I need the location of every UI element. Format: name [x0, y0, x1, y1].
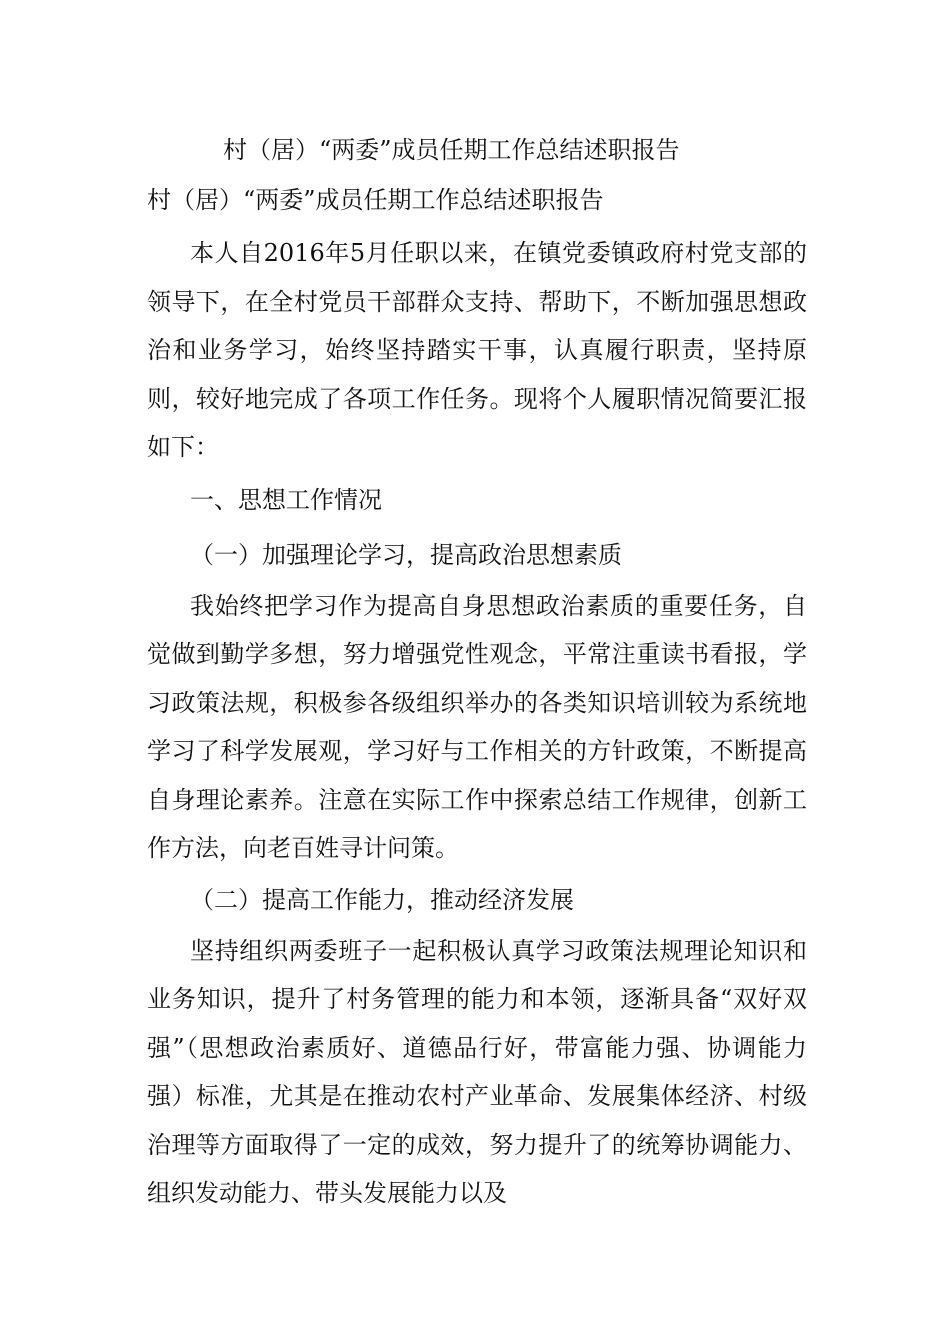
- subsection-heading-work-ability: （二）提高工作能力，推动经济发展: [190, 885, 574, 914]
- paragraph-theory-study: 我始终把学习作为提高自身思想政治素质的重要任务，自觉做到勤学多想，努力增强党性观念，平常注重读书看报，学习政策法规，积极参各级组织举办的各类知识培训较为系统地学习了科学发展观，学习好与工作相关的方针政策，不断提高自身理论素养。注意在实际工作中探索总结工作规律，创新工作方法，向老百姓寻计问策。: [147, 591, 807, 862]
- paragraph-intro: 本人自2016年5月任职以来，在镇党委镇政府村党支部的领导下，在全村党员干部群众支持、帮助下，不断加强思想政治和业务学习，始终坚持踏实干事，认真履行职责，坚持原则，较好地完成了各项工作任务。现将个人履职情况简要汇报如下：: [147, 239, 807, 461]
- document-subtitle: 村（居）“两委”成员任期工作总结述职报告: [147, 186, 604, 214]
- document-body: [147, 229, 807, 1218]
- document-title: 村（居）“两委”成员任期工作总结述职报告: [223, 136, 680, 164]
- paragraph-work-ability: 坚持组织两委班子一起积极认真学习政策法规理论知识和业务知识，提升了村务管理的能力和本领，逐渐具备“双好双强”（思想政治素质好、道德品行好，带富能力强、协调能力强）标准，尤其是在推动农村产业革命、发展集体经济、村级治理等方面取得了一定的成效，努力提升了的统筹协调能力、组织发动能力、带头发展能力以及: [147, 936, 807, 1207]
- subsection-heading-theory-study: （一）加强理论学习，提高政治思想素质: [190, 540, 622, 569]
- section-heading-thought-work: 一、思想工作情况: [190, 485, 382, 514]
